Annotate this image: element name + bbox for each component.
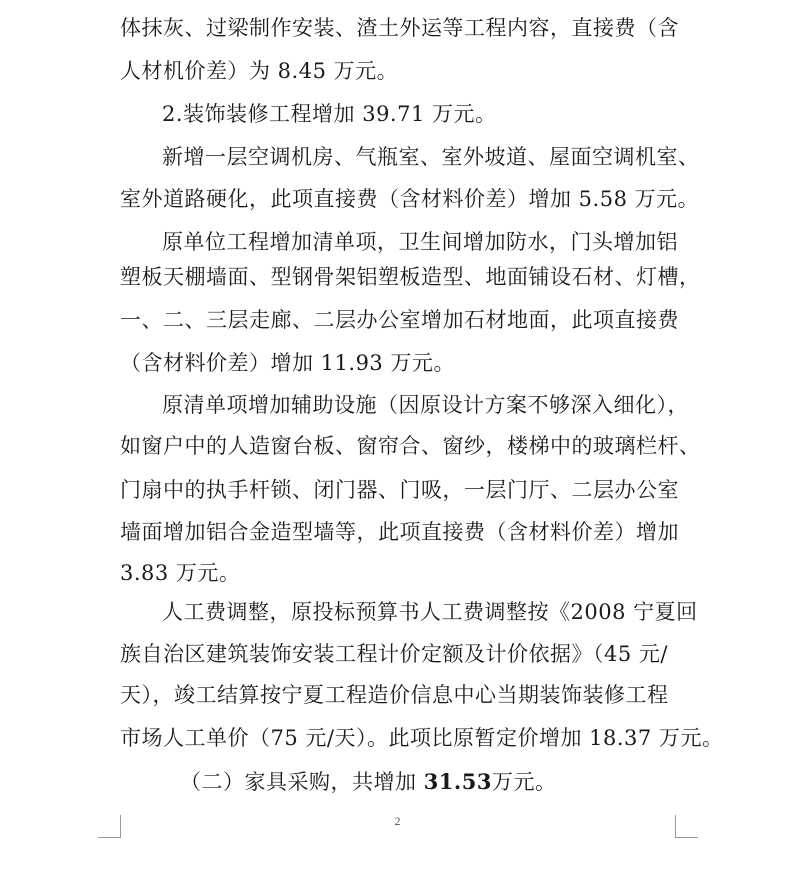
paragraph-line: 门扇中的执手杆锁、闭门器、门吸，一层门厅、二层办公室 xyxy=(120,478,679,502)
paragraph-line: 人材机价差）为 8.45 万元。 xyxy=(120,59,399,83)
paragraph-line: 一、二、三层走廊、二层办公室增加石材地面，此项直接费 xyxy=(120,308,679,332)
paragraph-line: 原单位工程增加清单项，卫生间增加防水，门头增加铝 xyxy=(162,230,678,254)
paragraph-line: 族自治区建筑装饰安装工程计价定额及计价依据》（45 元/ xyxy=(120,642,668,666)
paragraph-line: 3.83 万元。 xyxy=(120,561,241,585)
page-number: 2 xyxy=(394,814,401,828)
paragraph-line: 新增一层空调机房、气瓶室、室外坡道、屋面空调机室、 xyxy=(162,145,700,169)
paragraph-line: 市场人工单价（75 元/天）。此项比原暂定价增加 18.37 万元。 xyxy=(120,726,724,750)
paragraph-line: 体抹灰、过梁制作安装、渣土外运等工程内容，直接费（含 xyxy=(120,16,679,40)
paragraph-line: 原清单项增加辅助设施（因原设计方案不够深入细化）， xyxy=(162,393,689,417)
section-heading: 2.装饰装修工程增加 39.71 万元。 xyxy=(162,102,497,126)
section-heading-furniture xyxy=(180,767,556,797)
heading-amount: 31.53 xyxy=(423,769,492,794)
paragraph-line: （含材料价差）增加 11.93 万元。 xyxy=(120,351,455,375)
paragraph-line: 天），竣工结算按宁夏工程造价信息中心当期装饰装修工程 xyxy=(120,683,669,707)
paragraph-line: 墙面增加铝合金造型墙等，此项直接费（含材料价差）增加 xyxy=(120,520,679,544)
heading-suffix: 万元。 xyxy=(491,770,557,794)
paragraph-line: 人工费调整，原投标预算书人工费调整按《2008 宁夏回 xyxy=(162,600,698,624)
paragraph-line: 塑板天棚墙面、型钢骨架铝塑板造型、地面铺设石材、灯槽， xyxy=(120,265,701,289)
heading-prefix: （二）家具采购，共增加 xyxy=(180,770,424,794)
paragraph-line: 室外道路硬化，此项直接费（含材料价差）增加 5.58 万元。 xyxy=(120,187,700,211)
paragraph-line: 如窗户中的人造窗台板、窗帘合、窗纱，楼梯中的玻璃栏杆、 xyxy=(120,434,701,458)
